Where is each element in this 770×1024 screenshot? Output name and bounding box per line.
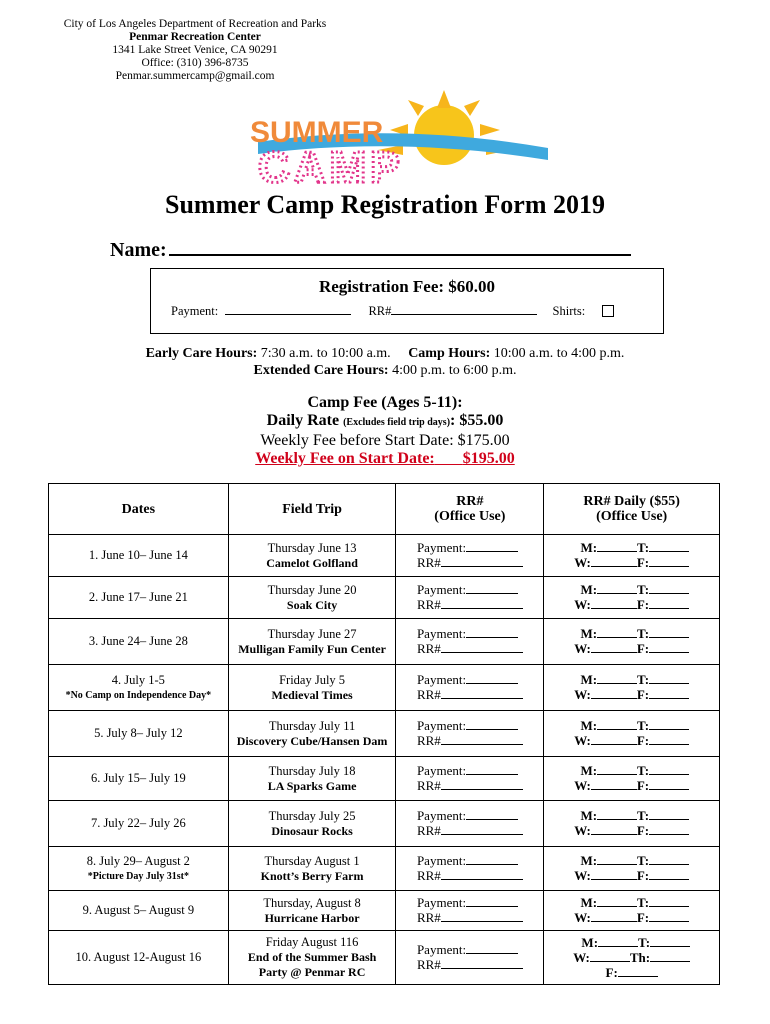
m-field[interactable]	[597, 582, 637, 594]
w-label: W:	[574, 868, 591, 883]
rr-daily-cell	[544, 535, 720, 577]
rr-office-cell	[396, 665, 544, 711]
rr-field[interactable]	[441, 823, 523, 835]
t-field[interactable]	[649, 582, 689, 594]
payment-label: Payment:	[416, 853, 467, 868]
m-label: M:	[581, 934, 599, 950]
rr-label: RR#	[416, 957, 441, 972]
dates-text: 7. July 22– July 26	[90, 816, 186, 830]
w-label: W:	[574, 778, 591, 793]
t-field[interactable]	[649, 763, 689, 775]
rr-office-fields	[417, 718, 523, 748]
trip-day: Thursday July 11	[268, 718, 356, 733]
rr-daily-cell	[544, 711, 720, 757]
payment-field[interactable]	[225, 303, 351, 315]
f-label: F:	[636, 910, 650, 925]
m-field[interactable]	[597, 763, 637, 775]
weekly-on-start	[0, 450, 770, 468]
table-row	[49, 757, 720, 801]
header-rr-label: RR#	[456, 494, 484, 509]
rr-office-fields	[417, 540, 523, 570]
rr-label: RR#	[416, 597, 441, 612]
registration-fee-title: Registration Fee: $60.00	[318, 277, 496, 296]
dates-cell	[49, 891, 229, 931]
dates-cell	[49, 535, 229, 577]
m-label: M:	[580, 853, 598, 868]
extended-care-value: 4:00 p.m. to 6:00 p.m.	[392, 363, 517, 378]
office-phone: Office: (310) 396-8735	[141, 57, 249, 69]
f-label: F:	[636, 555, 650, 570]
trip-name: End of the Summer Bash	[247, 950, 377, 964]
th-field[interactable]	[650, 950, 690, 962]
weekly-on-value: $195.00	[462, 450, 515, 467]
payment-field[interactable]	[466, 808, 518, 820]
header-rr-daily-sub: (Office Use)	[596, 509, 668, 524]
trip-name: LA Sparks Game	[267, 778, 357, 793]
dates-cell	[49, 577, 229, 619]
w-field[interactable]	[591, 687, 637, 699]
payment-field[interactable]	[466, 853, 518, 865]
email: Penmar.summercamp@gmail.com	[115, 70, 275, 82]
rr-office-fields	[417, 853, 523, 883]
rr-office-cell	[396, 711, 544, 757]
logo-camp-text: CAMP	[258, 143, 404, 190]
trip-name: Dinosaur Rocks	[271, 823, 353, 838]
trip-day: Friday July 5	[279, 672, 346, 687]
trip-name: Medieval Times	[271, 687, 353, 702]
trip-name: Soak City	[286, 597, 338, 612]
dates-cell	[49, 619, 229, 665]
dates-text: 6. July 15– July 19	[90, 771, 186, 785]
f-field[interactable]	[649, 910, 689, 922]
rr-field[interactable]	[441, 641, 523, 653]
trip-day: Thursday June 20	[267, 582, 357, 597]
page-title: Summer Camp Registration Form 2019	[164, 190, 606, 219]
trip-name: Camelot Golfland	[266, 555, 358, 570]
rr-office-fields	[417, 942, 523, 972]
rr-field[interactable]	[391, 303, 537, 315]
m-label: M:	[580, 895, 598, 910]
header-block	[40, 18, 350, 83]
f-field[interactable]	[649, 823, 689, 835]
rr-field[interactable]	[441, 957, 523, 969]
f-label: F:	[636, 687, 650, 702]
weekly-before: Weekly Fee before Start Date: $175.00	[260, 432, 510, 449]
camp-hours-value: 10:00 a.m. to 4:00 p.m.	[493, 346, 625, 361]
f-label: F:	[636, 823, 650, 838]
w-field[interactable]	[591, 868, 637, 880]
payment-label: Payment:	[416, 582, 467, 597]
table-row	[49, 891, 720, 931]
rr-office-cell	[396, 931, 544, 985]
header-rr-daily-label: RR# Daily ($55)	[583, 494, 680, 509]
rr-label: RR#	[416, 555, 441, 570]
table-row	[49, 577, 720, 619]
f-field[interactable]	[649, 868, 689, 880]
dates-text: 3. June 24– June 28	[88, 634, 188, 648]
m-field[interactable]	[597, 718, 637, 730]
rr-office-cell	[396, 891, 544, 931]
rr-office-cell	[396, 847, 544, 891]
t-field[interactable]	[649, 895, 689, 907]
m-label: M:	[580, 582, 598, 597]
table-row	[49, 931, 720, 985]
rr-daily-fields	[573, 935, 690, 980]
table-row	[49, 535, 720, 577]
t-label: T:	[637, 672, 650, 687]
payment-field[interactable]	[466, 672, 518, 684]
payment-field[interactable]	[466, 540, 518, 552]
rr-office-fields	[417, 626, 523, 656]
early-care-label: Early Care Hours:	[145, 346, 258, 361]
rr-field[interactable]	[441, 778, 523, 790]
trip-day: Thursday June 27	[267, 626, 357, 641]
rr-field[interactable]	[441, 868, 523, 880]
t-label: T:	[637, 626, 650, 641]
w-field[interactable]	[591, 823, 637, 835]
dates-text: 5. July 8– July 12	[94, 726, 183, 740]
t-label: T:	[637, 808, 650, 823]
rr-office-cell	[396, 577, 544, 619]
rr-daily-fields	[574, 672, 689, 702]
name-label: Name:	[110, 239, 167, 261]
w-label: W:	[574, 597, 591, 612]
fee-row	[171, 303, 661, 319]
rr-daily-fields	[574, 853, 689, 883]
rr-daily-fields	[574, 626, 689, 656]
t-field[interactable]	[649, 808, 689, 820]
rr-daily-cell	[544, 757, 720, 801]
camp-fee-heading: Camp Fee (Ages 5-11):	[307, 394, 463, 411]
trip-name: Hurricane Harbor	[264, 910, 360, 925]
m-label: M:	[580, 718, 598, 733]
trip-day: Thursday July 25	[268, 808, 356, 823]
f-label: F:	[636, 641, 650, 656]
f-field[interactable]	[649, 597, 689, 609]
payment-label: Payment:	[416, 540, 467, 555]
payment-field[interactable]	[466, 942, 518, 954]
field-trip-cell	[228, 619, 396, 665]
w-label: W:	[574, 823, 591, 838]
payment-field[interactable]	[466, 718, 518, 730]
w-label: W:	[573, 949, 590, 965]
dates-text: 2. June 17– June 21	[88, 590, 188, 604]
f-label: F:	[636, 778, 650, 793]
rr-office-cell	[396, 801, 544, 847]
t-field[interactable]	[649, 853, 689, 865]
camp-fee-block	[0, 394, 770, 468]
dates-note: *Picture Day July 31st*	[87, 870, 189, 882]
w-field[interactable]	[591, 910, 637, 922]
trip-name: Mulligan Family Fun Center	[238, 641, 386, 656]
t-label: T:	[637, 853, 650, 868]
dates-cell	[49, 847, 229, 891]
field-trip-cell	[228, 931, 396, 985]
m-label: M:	[580, 540, 598, 555]
w-label: W:	[574, 687, 591, 702]
rr-office-fields	[417, 672, 523, 702]
field-trip-cell	[228, 801, 396, 847]
rr-daily-cell	[544, 891, 720, 931]
w-label: W:	[574, 641, 591, 656]
shirts-checkbox[interactable]	[602, 305, 614, 317]
f-field[interactable]	[649, 733, 689, 745]
f-label: F:	[636, 868, 650, 883]
rr-office-fields	[417, 582, 523, 612]
trip-day: Thursday June 13	[267, 540, 357, 555]
m-field[interactable]	[597, 672, 637, 684]
rr-office-fields	[417, 808, 523, 838]
dept-name: City of Los Angeles Department of Recreation and Parks	[63, 18, 327, 30]
dates-cell	[49, 665, 229, 711]
m-field[interactable]	[597, 540, 637, 552]
f-label: F:	[636, 597, 650, 612]
table-row	[49, 665, 720, 711]
f-field[interactable]	[649, 555, 689, 567]
t-field[interactable]	[649, 672, 689, 684]
camp-hours-label: Camp Hours:	[408, 346, 491, 361]
trip-name-2: Party @ Penmar RC	[258, 965, 366, 979]
rr-label: RR#	[416, 778, 441, 793]
center-name: Penmar Recreation Center	[129, 31, 261, 43]
logo-summer-text: SUMMER	[250, 116, 384, 149]
t-field[interactable]	[650, 935, 690, 947]
table-header-row	[49, 484, 720, 535]
trip-name: Discovery Cube/Hansen Dam	[236, 733, 388, 748]
m-field[interactable]	[597, 853, 637, 865]
t-field[interactable]	[649, 718, 689, 730]
rr-office-cell	[396, 619, 544, 665]
rr-daily-fields	[574, 540, 689, 570]
w-label: W:	[574, 910, 591, 925]
w-field[interactable]	[591, 641, 637, 653]
rr-daily-cell	[544, 577, 720, 619]
header-dates: Dates	[49, 484, 229, 535]
dates-cell	[49, 711, 229, 757]
w-field[interactable]	[590, 950, 630, 962]
trip-day: Friday August 116	[265, 935, 359, 949]
t-label: T:	[637, 582, 650, 597]
header-rr-sub: (Office Use)	[434, 509, 506, 524]
payment-field[interactable]	[466, 895, 518, 907]
payment-label: Payment:	[416, 942, 467, 957]
t-label: T:	[637, 540, 650, 555]
extended-care-label: Extended Care Hours:	[253, 363, 389, 378]
w-label: W:	[574, 733, 591, 748]
address: 1341 Lake Street Venice, CA 90291	[112, 44, 278, 56]
rr-daily-fields	[574, 808, 689, 838]
w-field[interactable]	[591, 733, 637, 745]
registration-fee-box	[150, 268, 664, 334]
rr-daily-fields	[574, 763, 689, 793]
field-trip-cell	[228, 847, 396, 891]
payment-label: Payment:	[416, 718, 467, 733]
dates-text: 8. July 29– August 2	[86, 853, 190, 868]
dates-cell	[49, 801, 229, 847]
w-field[interactable]	[591, 597, 637, 609]
w-field[interactable]	[591, 778, 637, 790]
field-trip-cell	[228, 665, 396, 711]
early-care-value: 7:30 a.m. to 10:00 a.m.	[260, 346, 391, 361]
schedule-table	[48, 483, 720, 985]
rr-field[interactable]	[441, 555, 523, 567]
rr-label: RR#	[416, 641, 441, 656]
header-rr	[396, 484, 544, 535]
rr-label: RR#	[416, 733, 441, 748]
daily-rate-note: (Excludes field trip days)	[343, 417, 451, 428]
m-label: M:	[580, 808, 598, 823]
dates-note: *No Camp on Independence Day*	[65, 689, 212, 701]
payment-label: Payment:	[416, 672, 467, 687]
trip-day: Thursday, August 8	[263, 895, 361, 910]
payment-field[interactable]	[466, 626, 518, 638]
header-rr-daily	[544, 484, 720, 535]
field-trip-cell	[228, 711, 396, 757]
w-field[interactable]	[591, 555, 637, 567]
f-field[interactable]	[618, 965, 658, 977]
m-label: M:	[580, 626, 598, 641]
rr-label: RR#	[416, 868, 441, 883]
daily-rate-label: Daily Rate	[266, 412, 340, 429]
weekly-on-label: Weekly Fee on Start Date:	[255, 450, 435, 467]
trip-day: Thursday July 18	[268, 763, 356, 778]
table-row	[49, 619, 720, 665]
m-field[interactable]	[597, 626, 637, 638]
rr-label: RR#	[416, 910, 441, 925]
f-field[interactable]	[649, 641, 689, 653]
rr-field[interactable]	[441, 733, 523, 745]
payment-label: Payment:	[416, 763, 467, 778]
shirts-label: Shirts:	[552, 304, 586, 318]
rr-field[interactable]	[441, 597, 523, 609]
rr-label: RR#	[416, 687, 441, 702]
dates-text: 4. July 1-5	[111, 672, 165, 687]
f-field[interactable]	[649, 687, 689, 699]
rr-field[interactable]	[441, 687, 523, 699]
dates-text: 9. August 5– August 9	[82, 903, 195, 917]
rr-label: RR#	[416, 823, 441, 838]
summer-camp-logo	[218, 90, 568, 190]
dates-cell	[49, 931, 229, 985]
header-field-trip: Field Trip	[228, 484, 396, 535]
rr-office-cell	[396, 757, 544, 801]
dates-text: 1. June 10– June 14	[88, 548, 188, 562]
payment-label: Payment:	[416, 895, 467, 910]
m-field[interactable]	[597, 895, 637, 907]
rr-label: RR#	[368, 304, 392, 318]
daily-rate-value: : $55.00	[450, 412, 504, 429]
trip-day: Thursday August 1	[264, 853, 360, 868]
table-row	[49, 711, 720, 757]
table-row	[49, 801, 720, 847]
f-label: F:	[605, 964, 618, 980]
m-label: M:	[580, 672, 598, 687]
t-label: T:	[637, 718, 650, 733]
name-input-line[interactable]	[169, 236, 631, 256]
hours-block	[0, 345, 770, 379]
m-label: M:	[580, 763, 598, 778]
rr-field[interactable]	[441, 910, 523, 922]
dates-text: 10. August 12-August 16	[75, 950, 202, 964]
rr-daily-cell	[544, 801, 720, 847]
payment-label: Payment:	[171, 304, 219, 318]
rr-daily-fields	[574, 718, 689, 748]
field-trip-cell	[228, 577, 396, 619]
payment-field[interactable]	[466, 582, 518, 594]
trip-name: Knott’s Berry Farm	[260, 868, 364, 883]
rr-office-fields	[417, 895, 523, 925]
rr-daily-cell	[544, 665, 720, 711]
rr-daily-fields	[574, 895, 689, 925]
rr-daily-cell	[544, 931, 720, 985]
t-label: T:	[637, 895, 650, 910]
t-field[interactable]	[649, 626, 689, 638]
m-field[interactable]	[597, 808, 637, 820]
w-label: W:	[574, 555, 591, 570]
rr-daily-cell	[544, 619, 720, 665]
f-field[interactable]	[649, 778, 689, 790]
name-row	[110, 236, 631, 262]
th-label: Th:	[629, 949, 651, 965]
t-field[interactable]	[649, 540, 689, 552]
payment-label: Payment:	[416, 808, 467, 823]
rr-office-fields	[417, 763, 523, 793]
rr-daily-cell	[544, 847, 720, 891]
m-field[interactable]	[598, 935, 638, 947]
table-row	[49, 847, 720, 891]
t-label: T:	[637, 763, 650, 778]
dates-cell	[49, 757, 229, 801]
payment-label: Payment:	[416, 626, 467, 641]
field-trip-cell	[228, 891, 396, 931]
rr-daily-fields	[574, 582, 689, 612]
field-trip-cell	[228, 757, 396, 801]
payment-field[interactable]	[466, 763, 518, 775]
f-label: F:	[636, 733, 650, 748]
rr-office-cell	[396, 535, 544, 577]
t-label: T:	[638, 934, 651, 950]
field-trip-cell	[228, 535, 396, 577]
